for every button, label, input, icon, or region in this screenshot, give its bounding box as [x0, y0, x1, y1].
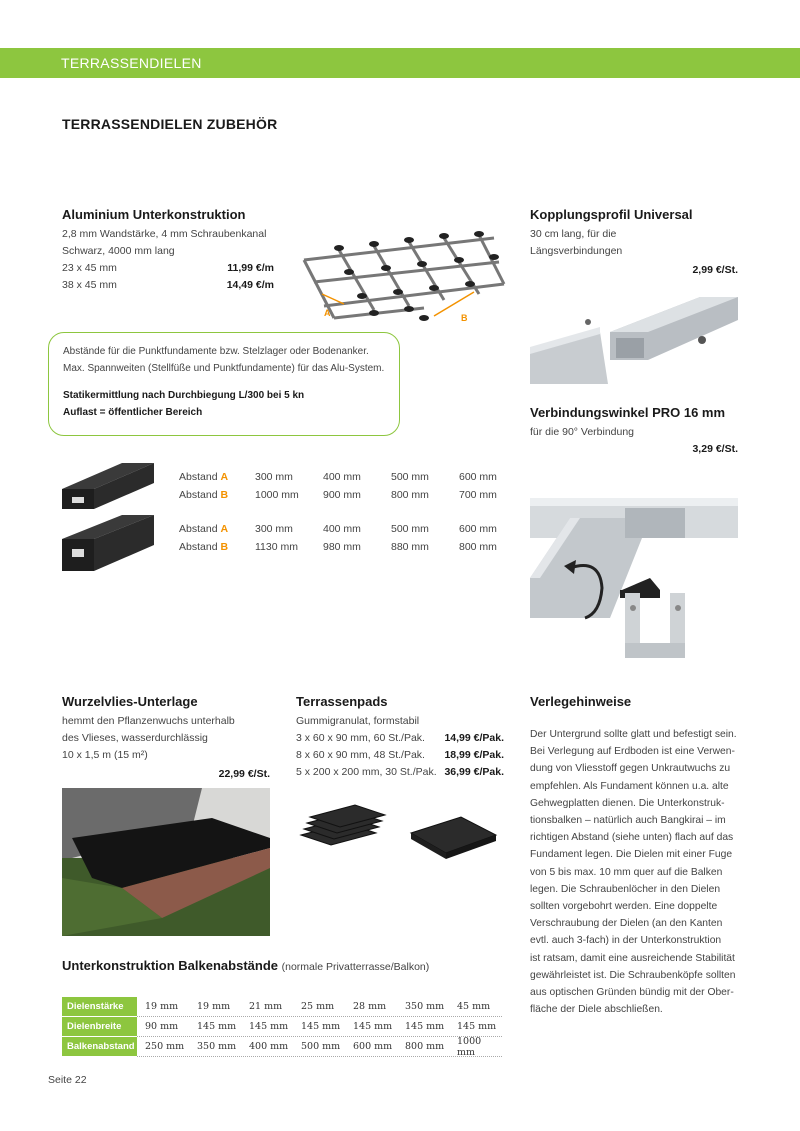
verlegehinweise-section — [530, 694, 740, 1018]
terrassenpads-spec: 5 x 200 x 200 mm, 30 St./Pak. — [296, 766, 437, 778]
verlege-line: gewährleistet ist. Die Schraubenköpfe sollten — [530, 969, 736, 981]
table-cell: 145 mm — [301, 1021, 341, 1032]
table-row — [62, 1037, 502, 1057]
aluminium-title: Aluminium Unterkonstruktion — [62, 207, 246, 222]
abstand-label: Abstand — [179, 523, 218, 535]
terrassenpads-image — [296, 795, 504, 865]
terrassenpads-spec: 8 x 60 x 90 mm, 48 St./Pak. — [296, 749, 425, 761]
verbindung-desc: für die 90° Verbindung — [530, 426, 635, 438]
aluminium-row — [62, 277, 274, 294]
table-cell: 350 mm — [197, 1041, 237, 1052]
row-label: Dielenstärke — [62, 997, 137, 1017]
verbindung-title: Verbindungswinkel PRO 16 mm — [530, 405, 726, 420]
verlege-line: tionsbalken – natürlich auch Bangkirai – im — [530, 815, 726, 827]
verlege-line: Fundament legen. Die Dielen mit einer Fuge — [530, 849, 733, 861]
aluminium-desc2: Schwarz, 4000 mm lang — [62, 245, 175, 257]
verlege-line: richtigen Abstand (siehe unten) flach auf das — [530, 832, 734, 844]
kopplung-desc2: Längsverbindungen — [530, 245, 623, 257]
table-cell: 21 mm — [249, 1001, 283, 1012]
aluminium-size: 38 x 45 mm — [62, 279, 117, 291]
verlege-line: legen. Die Schraubenlöcher in den Dielen — [530, 883, 721, 895]
spacing-cell: 600 mm — [459, 471, 497, 483]
verlege-line: Verschraubung der Dielen (an den Kanten — [530, 918, 723, 930]
wurzelvlies-section — [62, 694, 270, 780]
terrassenpads-row — [296, 747, 504, 764]
aluminium-price: 11,99 €/m — [227, 262, 274, 274]
table-cell: 45 mm — [457, 1001, 491, 1012]
spacing-row-b — [179, 538, 527, 556]
table-cell: 500 mm — [301, 1041, 341, 1052]
verlegehinweise-title: Verlegehinweise — [530, 694, 632, 709]
verlege-line: Der Untergrund sollte glatt und befestigt sein. — [530, 729, 737, 740]
spacing-cell: 800 mm — [459, 541, 497, 553]
wurzelvlies-desc1: hemmt den Pflanzenwuchs unterhalb — [62, 715, 235, 727]
info-box — [48, 332, 400, 436]
wurzelvlies-desc2: des Vlieses, wasserdurchlässig — [62, 732, 208, 744]
table-cell: 800 mm — [405, 1041, 445, 1052]
spacing-row-a — [179, 468, 527, 486]
row-label: Dielenbreite — [62, 1017, 137, 1037]
table-cell: 600 mm — [353, 1041, 393, 1052]
profile-image-large — [62, 513, 154, 573]
table-row — [62, 997, 502, 1017]
verbindung-price: 3,29 €/St. — [692, 443, 738, 455]
spacing-cell: 600 mm — [459, 523, 497, 535]
terrassenpads-row — [296, 730, 504, 747]
spacing-cell: 500 mm — [391, 471, 429, 483]
page-number: Seite 22 — [48, 1074, 87, 1086]
table-cell: 400 mm — [249, 1041, 289, 1052]
wurzelvlies-desc3: 10 x 1,5 m (15 m²) — [62, 749, 148, 761]
table-cell: 145 mm — [197, 1021, 237, 1032]
table-cell: 250 mm — [145, 1041, 185, 1052]
abstand-b: B — [220, 541, 229, 553]
terrassenpads-section — [296, 694, 504, 781]
aluminium-section — [62, 207, 274, 294]
table-cell: 145 mm — [457, 1021, 497, 1032]
verlege-line: Gehwegplatten dienen. Die Unterkonstruk- — [530, 797, 725, 809]
table-cell: 145 mm — [249, 1021, 289, 1032]
spacing-cell: 400 mm — [323, 471, 361, 483]
table-cell: 145 mm — [353, 1021, 393, 1032]
section-title: TERRASSENDIELEN — [61, 55, 202, 71]
verlege-line: ist ratsam, damit eine ausreichende Stabilität — [530, 952, 735, 964]
spacing-row-b — [179, 486, 527, 504]
verbindung-image — [530, 478, 738, 678]
verlegehinweise-body — [530, 726, 740, 1018]
spacing-cell: 880 mm — [391, 541, 429, 553]
info-bold2: Auflast = öffentlicher Bereich — [63, 407, 203, 418]
table-cell: 90 mm — [145, 1021, 179, 1032]
wurzelvlies-title: Wurzelvlies-Unterlage — [62, 694, 198, 709]
table-row — [62, 1017, 502, 1037]
kopplung-price: 2,99 €/St. — [692, 264, 738, 276]
verlege-line: sollten vorgebohrt werden. Eine doppelte — [530, 901, 718, 913]
table-cell: 19 mm — [145, 1001, 179, 1012]
verlege-line: fläche der Diele abschließen. — [530, 1004, 663, 1016]
verlege-line: von 5 bis max. 10 mm quer auf die Balken — [530, 866, 723, 878]
aluminium-size: 23 x 45 mm — [62, 262, 117, 274]
spacing-cell: 400 mm — [323, 523, 361, 535]
terrassenpads-spec: 3 x 60 x 90 mm, 60 St./Pak. — [296, 732, 425, 744]
kopplung-image — [530, 292, 738, 384]
terrassenpads-row — [296, 764, 504, 781]
info-bold1: Statikermittlung nach Durchbiegung L/300 bei 5 kn — [63, 390, 305, 401]
balken-title-text: Unterkonstruktion Balkenabstände — [62, 958, 278, 973]
balken-table — [62, 997, 502, 1057]
abstand-label: Abstand — [179, 471, 218, 483]
aluminium-row — [62, 260, 274, 277]
balken-subtitle: (normale Privatterrasse/Balkon) — [281, 961, 430, 973]
page-title: TERRASSENDIELEN ZUBEHÖR — [62, 116, 278, 132]
spacing-cell: 300 mm — [255, 471, 293, 483]
spacing-cell: 800 mm — [391, 489, 429, 501]
kopplung-title: Kopplungsprofil Universal — [530, 207, 693, 222]
label-b: B — [461, 313, 468, 323]
verlege-line: empfehlen. Als Fundament können u.a. alte — [530, 780, 729, 792]
abstand-label: Abstand — [179, 489, 218, 501]
wurzelvlies-image — [62, 788, 270, 936]
verlege-line: evtl. auch 3-fach) in der Unterkonstruktion — [530, 935, 722, 947]
profile-image-small — [62, 461, 154, 511]
spacing-cell: 980 mm — [323, 541, 361, 553]
abstand-b: B — [220, 489, 229, 501]
label-a: A — [324, 308, 331, 318]
terrassenpads-price: 36,99 €/Pak. — [444, 766, 504, 778]
verlege-line: dung von Vliesstoff gegen Unkrautwuchs zu — [530, 763, 731, 775]
kopplung-section — [530, 207, 738, 276]
table-cell: 1000 mm — [457, 1035, 482, 1058]
terrassenpads-price: 18,99 €/Pak. — [444, 749, 504, 761]
info-line2: Max. Spannweiten (Stellfüße und Punktfundamente) für das Alu-System. — [63, 363, 385, 374]
verlege-line: aus optischen Gründen bündig mit der Ober- — [530, 987, 734, 999]
spacing-cell: 1130 mm — [255, 541, 298, 553]
abstand-a: A — [220, 523, 229, 535]
kopplung-desc1: 30 cm lang, für die — [530, 228, 617, 240]
row-label: Balkenabstand — [62, 1037, 137, 1057]
terrassenpads-desc: Gummigranulat, formstabil — [296, 715, 420, 727]
info-line1: Abstände für die Punktfundamente bzw. Stelzlager oder Bodenanker. — [63, 346, 369, 357]
verlege-line: Bei Verlegung auf Erdboden ist eine Verwen- — [530, 746, 735, 758]
abstand-label: Abstand — [179, 541, 218, 553]
spacing-cell: 1000 mm — [255, 489, 299, 501]
table-cell: 145 mm — [405, 1021, 445, 1032]
spacing-row-a — [179, 520, 527, 538]
spacing-cell: 300 mm — [255, 523, 293, 535]
table-cell: 28 mm — [353, 1001, 387, 1012]
terrassenpads-price: 14,99 €/Pak. — [444, 732, 504, 744]
spacing-cell: 700 mm — [459, 489, 497, 501]
table-cell: 350 mm — [405, 1001, 445, 1012]
spacing-table — [179, 468, 527, 556]
table-cell: 19 mm — [197, 1001, 231, 1012]
verbindung-section — [530, 405, 738, 455]
spacing-cell: 900 mm — [323, 489, 361, 501]
table-cell: 25 mm — [301, 1001, 335, 1012]
aluminium-price: 14,49 €/m — [226, 279, 274, 291]
spacing-cell: 500 mm — [391, 523, 429, 535]
terrassenpads-title: Terrassenpads — [296, 694, 388, 709]
wurzelvlies-price: 22,99 €/St. — [218, 768, 270, 780]
aluminium-desc1: 2,8 mm Wandstärke, 4 mm Schraubenkanal — [62, 228, 267, 240]
abstand-a: A — [220, 471, 229, 483]
section-header-bar — [0, 48, 800, 78]
aluminium-grid-image — [294, 210, 514, 335]
balken-title — [62, 958, 429, 973]
